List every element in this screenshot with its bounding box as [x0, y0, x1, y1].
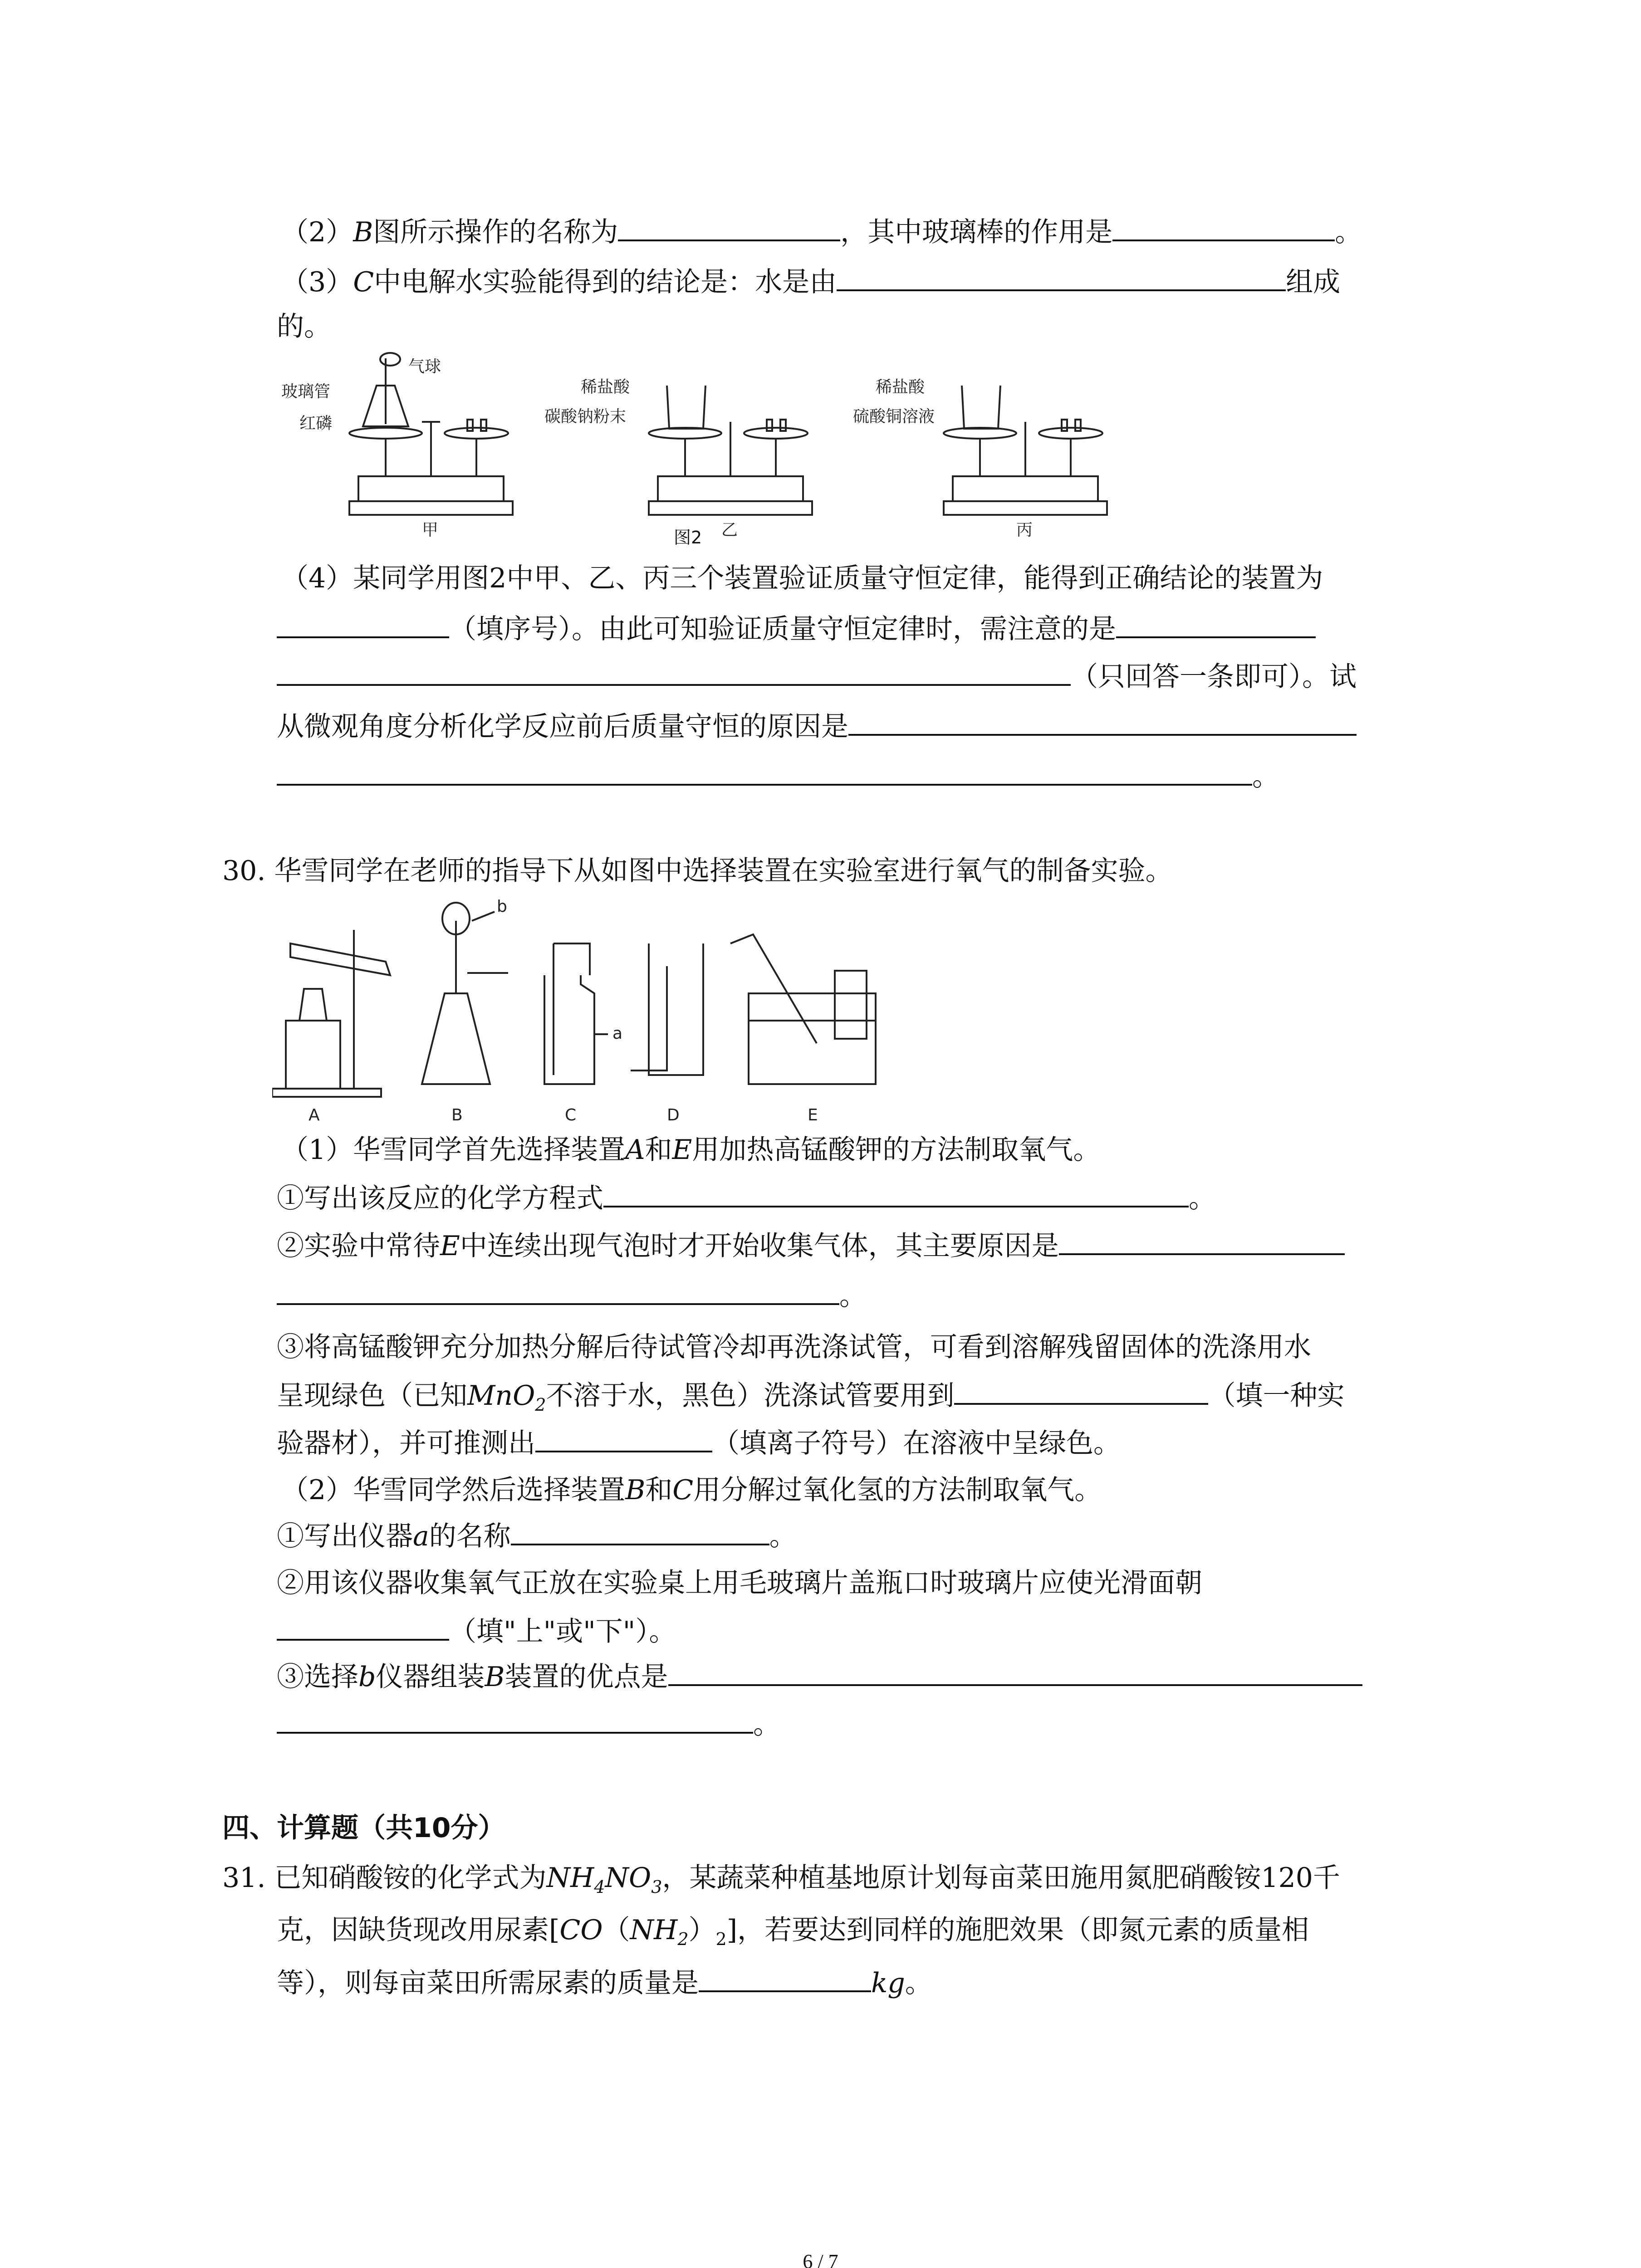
figure-oxygen-apparatus: [272, 894, 1180, 1125]
apparatus-b-icon: [422, 903, 508, 1084]
q29-part4-line2: （填序号）。由此可知验证质量守恒定律时，需注意的是: [277, 610, 1316, 647]
answer-blank[interactable]: [277, 758, 1252, 786]
label-a: a: [612, 1024, 623, 1043]
label-bing: 丙: [1016, 521, 1033, 539]
answer-blank[interactable]: [848, 708, 1357, 736]
page-number: 6 / 7: [803, 2250, 838, 2268]
label-E: E: [808, 1106, 818, 1124]
q30-part2-intro: （2）华雪同学然后选择装置B和C用分解过氧化氢的方法制取氧气。: [281, 1474, 1102, 1506]
q29-part2-line: （2）B图所示操作的名称为 ，其中玻璃棒的作用是 。: [281, 213, 1362, 250]
answer-blank[interactable]: [277, 1277, 839, 1305]
q30-part2-q2-cont: （填"上"或"下"）。: [277, 1613, 676, 1650]
q31-line1: 31. 已知硝酸铵的化学式为$NH_4NO_3$，某蔬菜种植基地原计划每亩菜田施用氮肥硝酸铵120千: [222, 1862, 1340, 1897]
answer-blank[interactable]: [535, 1424, 712, 1452]
q30-part1-q3-line3: 验器材），并可推测出 （填离子符号）在溶液中呈绿色。: [277, 1424, 1121, 1461]
apparatus-d-icon: [631, 943, 703, 1075]
q30-part2-q1: ①写出仪器a的名称 。: [277, 1517, 797, 1554]
apparatus-c-icon: [544, 943, 608, 1084]
answer-blank[interactable]: [668, 1658, 1362, 1686]
answer-blank[interactable]: [277, 610, 449, 638]
answer-blank[interactable]: [1112, 213, 1335, 241]
answer-blank[interactable]: [1116, 610, 1316, 638]
q30-part2-q2: ②用该仪器收集氧气正放在实验桌上用毛玻璃片盖瓶口时玻璃片应使光滑面朝: [277, 1567, 1202, 1599]
q29-part4-line5: 。: [277, 758, 1279, 795]
answer-blank[interactable]: [954, 1377, 1208, 1405]
q30-part1-q1: ①写出该反应的化学方程式 。: [277, 1179, 1216, 1217]
q29-part4-line3: （只回答一条即可）。试: [277, 658, 1357, 695]
label-jia: 甲: [422, 521, 439, 539]
q30-part1-q3-line2: 呈现绿色（已知MnO$_2$不溶于水，黑色）洗涤试管要用到 （填一种实: [277, 1377, 1344, 1423]
q29-part3-line: （3）C中电解水实验能得到的结论是：水是由 组成: [281, 263, 1340, 300]
label-na2co3: 碳酸钠粉末: [544, 407, 627, 426]
label-hcl-yi: 稀盐酸: [581, 378, 630, 396]
answer-blank[interactable]: [837, 263, 1286, 291]
balance-yi-icon: [649, 386, 812, 515]
answer-blank[interactable]: [511, 1517, 769, 1545]
label-balloon: 气球: [408, 357, 441, 376]
label-B: B: [451, 1106, 463, 1124]
answer-blank[interactable]: [277, 658, 1071, 686]
apparatus-a-icon: [272, 930, 390, 1097]
q29-part3-cont: 的。: [277, 311, 331, 342]
answer-blank[interactable]: [1059, 1227, 1345, 1255]
label-b: b: [497, 897, 507, 916]
q30-part2-q3: ③选择b仪器组装B装置的优点是: [277, 1658, 1362, 1695]
answer-blank[interactable]: [277, 1613, 449, 1641]
q31-line2: 克，因缺货现改用尿素$[CO(NH_2)_2]$，若要达到同样的施肥效果（即氮元素的质量相: [277, 1914, 1309, 1949]
q30-part1-q3-line1: ③将高锰酸钾充分加热分解后待试管冷却再洗涤试管，可看到溶解残留固体的洗涤用水: [277, 1331, 1311, 1363]
apparatus-e-icon: [730, 934, 876, 1084]
label-yi: 乙: [721, 521, 738, 539]
q31-line3: 等），则每亩菜田所需尿素的质量是 kg。: [277, 1964, 932, 2001]
label-red-phosphorus: 红磷: [299, 414, 333, 433]
q30-part1-intro: （1）华雪同学首先选择装置A和E用加热高锰酸钾的方法制取氧气。: [281, 1134, 1101, 1166]
balance-bing-icon: [944, 386, 1107, 515]
label-C: C: [565, 1106, 577, 1124]
label-hcl-bing: 稀盐酸: [876, 378, 925, 396]
figure-2-balances: [272, 349, 1143, 540]
label-glass-tube: 玻璃管: [281, 382, 331, 401]
answer-blank[interactable]: [618, 213, 840, 241]
q30-part1-q2-cont: 。: [277, 1277, 867, 1314]
answer-blank[interactable]: [603, 1179, 1189, 1207]
answer-blank[interactable]: [699, 1964, 871, 1992]
label-cuso4: 硫酸铜溶液: [853, 407, 935, 426]
q30-title: 30. 华雪同学在老师的指导下从如图中选择装置在实验室进行氧气的制备实验。: [222, 855, 1173, 887]
balance-jia-icon: [349, 353, 513, 515]
answer-blank[interactable]: [277, 1706, 753, 1734]
q30-part2-q3-cont: 。: [277, 1706, 780, 1743]
section-4-title: 四、计算题（共10分）: [222, 1812, 505, 1844]
q30-part1-q2: ②实验中常待E中连续出现气泡时才开始收集气体，其主要原因是: [277, 1227, 1345, 1264]
q29-part4-line1: （4）某同学用图2中甲、乙、丙三个装置验证质量守恒定律，能得到正确结论的装置为: [281, 562, 1323, 594]
figure-2-caption: 图2: [674, 528, 702, 547]
label-A: A: [309, 1106, 320, 1124]
label-D: D: [667, 1106, 680, 1124]
q29-part4-line4: 从微观角度分析化学反应前后质量守恒的原因是: [277, 708, 1357, 745]
